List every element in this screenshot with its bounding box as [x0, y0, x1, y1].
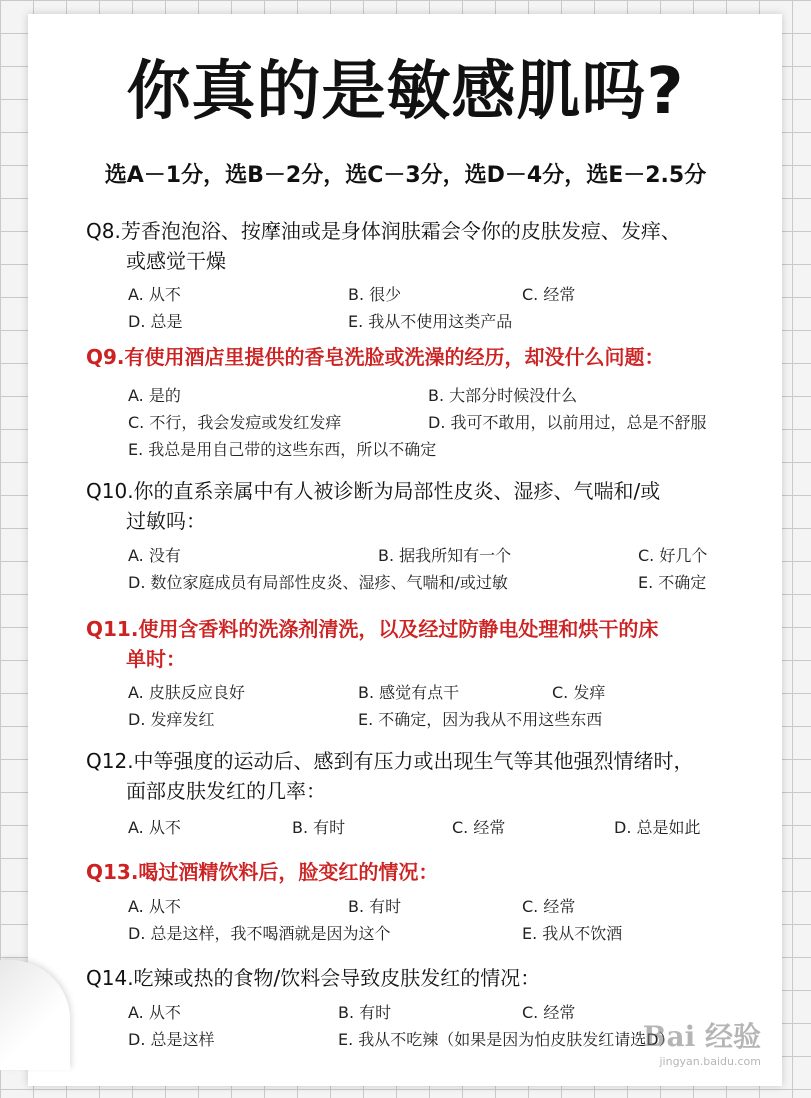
option-d[interactable]: D. 总是 — [128, 312, 183, 331]
option-e[interactable]: E. 我从不使用这类产品 — [348, 312, 513, 331]
option-d[interactable]: D. 总是如此 — [614, 818, 701, 837]
page-title: 你真的是敏感肌吗? — [126, 55, 685, 129]
option-a[interactable]: A. 皮肤反应良好 — [128, 683, 245, 702]
option-a[interactable]: A. 从不 — [128, 1003, 181, 1022]
question-q8 — [86, 216, 681, 276]
question-q14 — [86, 963, 540, 993]
question-q9 — [86, 342, 665, 372]
option-d[interactable]: D. 数位家庭成员有局部性皮炎、湿疹、气喘和/或过敏 — [128, 573, 508, 592]
option-b[interactable]: B. 有时 — [348, 897, 402, 916]
scoring-rule: 选A－1分，选B－2分，选C－3分，选D－4分，选E－2.5分 — [104, 163, 707, 188]
question-q13 — [86, 857, 438, 887]
option-b[interactable]: B. 大部分时候没什么 — [428, 386, 578, 405]
option-c[interactable]: C. 好几个 — [638, 546, 708, 565]
question-q11 — [86, 614, 658, 674]
option-e[interactable]: E. 我总是用自己带的这些东西，所以不确定 — [128, 440, 437, 459]
option-d[interactable]: D. 发痒发红 — [128, 710, 215, 729]
option-a[interactable]: A. 是的 — [128, 386, 181, 405]
option-b[interactable]: B. 有时 — [338, 1003, 392, 1022]
question-text: Q14.吃辣或热的食物/饮料会导致皮肤发红的情况： — [86, 966, 541, 990]
option-d[interactable]: D. 我可不敢用，以前用过，总是不舒服 — [428, 413, 707, 432]
question-text: Q8.芳香泡泡浴、按摩油或是身体润肤霜会令你的皮肤发痘、发痒、 — [86, 219, 681, 243]
option-a[interactable]: A. 从不 — [128, 285, 181, 304]
option-b[interactable]: B. 很少 — [348, 285, 402, 304]
option-c[interactable]: C. 经常 — [522, 897, 576, 916]
option-a[interactable]: A. 从不 — [128, 818, 181, 837]
option-a[interactable]: A. 从不 — [128, 897, 181, 916]
option-e[interactable]: E. 不确定 — [638, 573, 707, 592]
option-d[interactable]: D. 总是这样 — [128, 1030, 215, 1049]
option-c[interactable]: C. 不行，我会发痘或发红发痒 — [128, 413, 342, 432]
question-text-cont: 或感觉干燥 — [126, 249, 226, 273]
option-b[interactable]: B. 有时 — [292, 818, 346, 837]
option-c[interactable]: C. 经常 — [522, 1003, 576, 1022]
question-q12 — [86, 746, 694, 806]
question-text: Q10.你的直系亲属中有人被诊断为局部性皮炎、湿疹、气喘和/或 — [86, 479, 661, 503]
question-text-cont: 过敏吗： — [126, 509, 206, 533]
watermark-logo: Bai 经验 — [642, 1020, 761, 1053]
question-text-cont: 单时： — [126, 647, 186, 671]
option-e[interactable]: E. 我从不吃辣（如果是因为怕皮肤发红请选D） — [338, 1030, 675, 1049]
option-c[interactable]: C. 经常 — [452, 818, 506, 837]
option-a[interactable]: A. 没有 — [128, 546, 181, 565]
option-b[interactable]: B. 据我所知有一个 — [378, 546, 512, 565]
option-e[interactable]: E. 我从不饮酒 — [522, 924, 623, 943]
option-c[interactable]: C. 经常 — [522, 285, 576, 304]
question-text: Q12.中等强度的运动后、感到有压力或出现生气等其他强烈情绪时， — [86, 749, 694, 773]
option-c[interactable]: C. 发痒 — [552, 683, 606, 702]
watermark — [643, 1015, 761, 1068]
question-text-cont: 面部皮肤发红的几率： — [126, 779, 326, 803]
question-text: Q13.喝过酒精饮料后，脸变红的情况： — [86, 860, 439, 884]
option-d[interactable]: D. 总是这样，我不喝酒就是因为这个 — [128, 924, 391, 943]
question-text: Q11.使用含香料的洗涤剂清洗，以及经过防静电处理和烘干的床 — [86, 617, 659, 641]
question-q10 — [86, 476, 660, 536]
watermark-url: jingyan.baidu.com — [659, 1055, 761, 1068]
question-text: Q9.有使用酒店里提供的香皂洗脸或洗澡的经历，却没什么问题： — [86, 345, 665, 369]
option-b[interactable]: B. 感觉有点干 — [358, 683, 460, 702]
option-e[interactable]: E. 不确定，因为我从不用这些东西 — [358, 710, 603, 729]
